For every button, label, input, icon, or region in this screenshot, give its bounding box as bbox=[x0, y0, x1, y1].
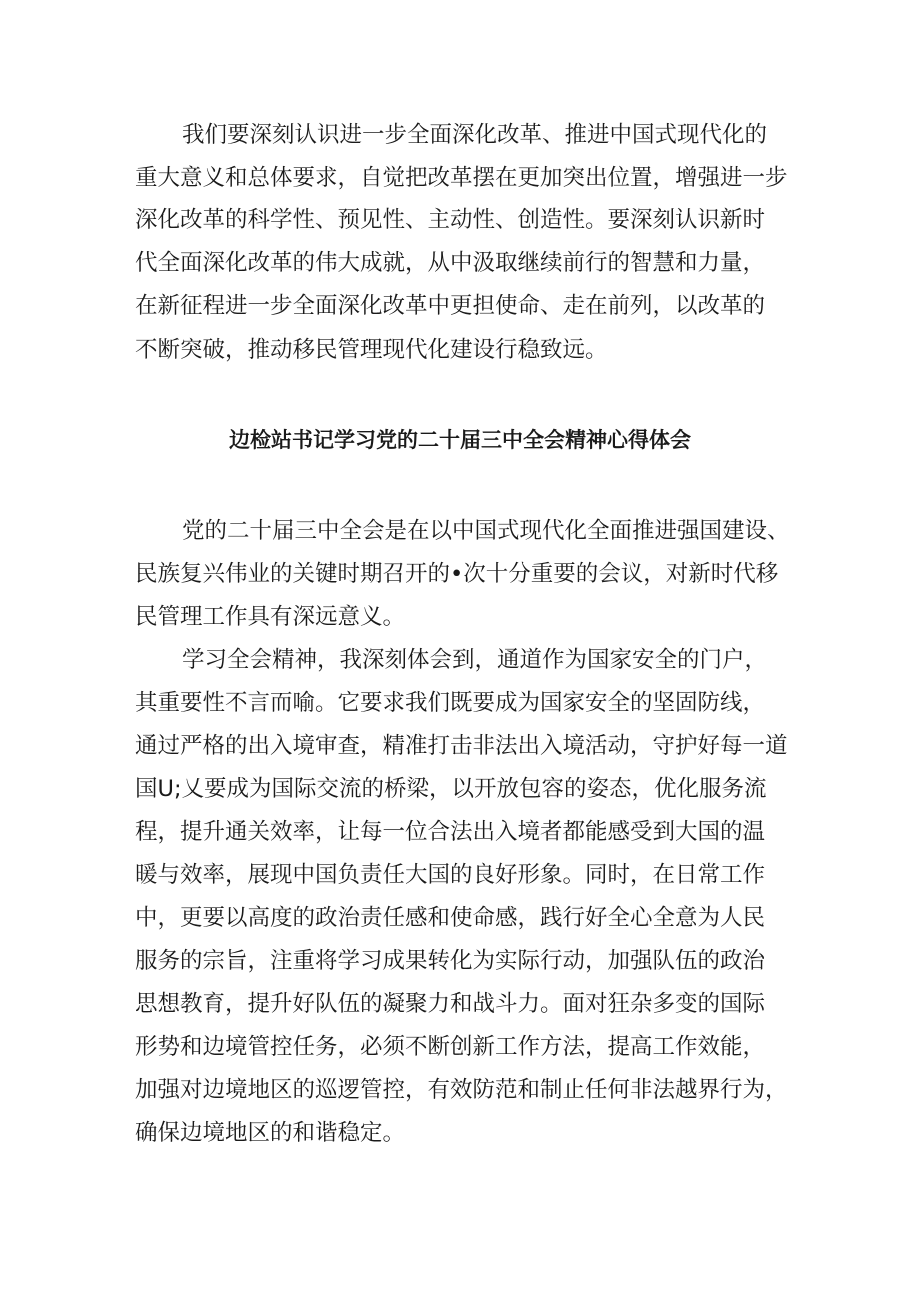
paragraph-line: 思想教育，提升好队伍的凝聚力和战斗力。面对狂杂多变的国际 bbox=[135, 991, 766, 1017]
paragraph-line: 党的二十届三中全会是在以中国式现代化全面推进强国建设、 bbox=[182, 518, 790, 544]
paragraph-line: 我们要深刻认识进一步全面深化改革、推进中国式现代化的 bbox=[182, 122, 768, 148]
paragraph-line: 重大意义和总体要求，自觉把改革摆在更加突出位置，增强进一步 bbox=[135, 165, 788, 191]
paragraph-line: 不断突破，推动移民管理现代化建设行稳致远。 bbox=[135, 337, 608, 363]
paragraph-line: 国U;乂要成为国际交流的桥梁，以开放包容的姿态，优化服务流 bbox=[135, 776, 767, 802]
paragraph-line: 程，提升通关效率，让每一位合法出入境者都能感受到大国的温 bbox=[135, 819, 766, 845]
paragraph-line: 民族复兴伟业的关键时期召开的•次十分重要的会议，对新时代移 bbox=[135, 561, 779, 587]
paragraph-line: 加强对边境地区的巡逻管控，有效防范和制止任何非法越界行为， bbox=[135, 1077, 788, 1103]
paragraph-line: 代全面深化改革的伟大成就，从中汲取继续前行的智慧和力量， bbox=[135, 250, 766, 276]
paragraph-line: 在新征程进一步全面深化改革中更担使命、走在前列，以改革的 bbox=[135, 293, 766, 319]
paragraph-line: 其重要性不言而喻。它要求我们既要成为国家安全的坚固防线， bbox=[135, 690, 766, 716]
paragraph-line: 形势和边境管控任务，必须不断创新工作方法，提高工作效能， bbox=[135, 1034, 766, 1060]
paragraph-line: 确保边境地区的和谐稳定。 bbox=[135, 1120, 406, 1146]
paragraph-line: 服务的宗旨，注重将学习成果转化为实际行动，加强队伍的政治 bbox=[135, 948, 766, 974]
paragraph-line: 中，更要以高度的政治责任感和使命感，践行好全心全意为人民 bbox=[135, 905, 766, 931]
paragraph-line: 暖与效率，展现中国负责任大国的良好形象。同时，在日常工作 bbox=[135, 862, 766, 888]
paragraph-line: 学习全会精神，我深刻体会到，通道作为国家安全的门户， bbox=[182, 647, 768, 673]
paragraph-line: 民管理工作具有深远意义。 bbox=[135, 604, 406, 630]
paragraph-line: 深化改革的科学性、预见性、主动性、创造性。要深刻认识新时 bbox=[135, 207, 766, 233]
section-heading: 边检站书记学习党的二十届三中全会精神心得体会 bbox=[229, 428, 691, 452]
paragraph-line: 通过严格的出入境审查，精准打击非法出入境活动，守护好每一道 bbox=[135, 733, 788, 759]
